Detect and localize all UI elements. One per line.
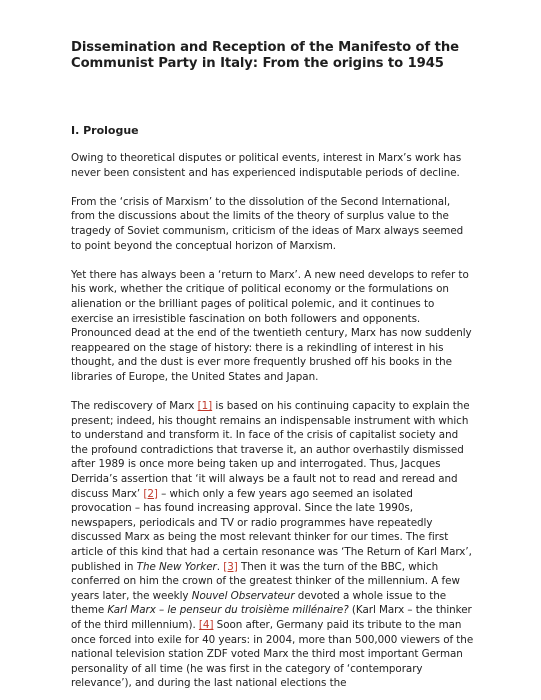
paragraph-4-text: The rediscovery of Marx	[71, 400, 198, 413]
italic-issue-title: Karl Marx – le penseur du troisième millénaire?	[107, 604, 349, 617]
paragraph-3: Yet there has always been a ‘return to Marx’. A new need develops to refer to his work, whether the critique of political economy or the formulations on alienation or the brilliant pages of political polemic, and it continues to exercise an irresistible fascination on both followers and opponents. Pronounced dead at the end of the twentieth century, Marx has now suddenly reappeared on the stage of history: there is a rekindling of interest in his thought, and the dust is ever more frequently brushed off his books in the libraries of Europe, the United States and Japan.	[71, 268, 472, 383]
paragraph-4-text: – which only a few years ago seemed an isolated provocation – has found increasing approval. Since the late 1990s, newspapers, periodicals and TV or radio programmes have repeatedly discussed Marx as being the most relevant thinker for our times. The first article of this kind that had a certain resonance was ‘The Return of Karl Marx’, published in	[71, 487, 472, 573]
paragraph-4	[71, 399, 476, 691]
footnote-link-1[interactable]: [1]	[197, 400, 213, 413]
footnote-link-2[interactable]: [2]	[143, 487, 158, 500]
section-heading: I. Prologue	[71, 124, 139, 137]
paragraph-2: From the ‘crisis of Marxism’ to the dissolution of the Second International, from the discussions about the limits of the theory of surplus value to the tragedy of Soviet communism, criticism of the ideas of Marx always seemed to point beyond the conceptual horizon of Marxism.	[71, 195, 464, 252]
paragraph-1: Owing to theoretical disputes or political events, interest in Marx’s work has never been consistent and has experienced indisputable periods of decline.	[71, 152, 462, 179]
footnote-link-4[interactable]: [4]	[198, 619, 214, 631]
paragraph-4-text: Soon after, Germany paid its tribute to the man once forced into exile for 40 years: in 2004, more than 500,000 viewers of the national television station ZDF voted Marx the third most important German personality of all time (he was first in the category of ‘contemporary relevance’), and during the last national elections the	[71, 619, 474, 690]
paragraph-4-text: devoted a whole issue to the theme	[71, 589, 447, 617]
paragraph-4-text: Then it was the turn of the BBC, which conferred on him the crown of the greatest thinker of the millennium. A few years later, the weekly	[71, 560, 460, 602]
paragraph-4-text: .	[216, 560, 224, 573]
italic-publication-title: Nouvel Observateur	[191, 589, 295, 602]
document-title: Dissemination and Reception of the Manifesto of the Communist Party in Italy: From the origins to 1945	[71, 40, 459, 71]
document-page	[71, 40, 476, 691]
paragraph-4-text: (Karl Marx – the thinker of the third millennium).	[71, 604, 472, 631]
footnote-link-3[interactable]: [3]	[223, 560, 238, 573]
italic-publication-title: The New Yorker	[136, 560, 217, 573]
paragraph-4-text: is based on his continuing capacity to explain the present; indeed, his thought remains an indispensable instrument with which to understand and transform it. In face of the crisis of capitalist society and the profound contradictions that traverse it, an author overhastily dismissed after 1989 is once more being taken up and interrogated. Thus, Jacques Derrida’s assertion that ‘it will always be a fault not to read and reread and discuss Marx’	[71, 400, 470, 500]
